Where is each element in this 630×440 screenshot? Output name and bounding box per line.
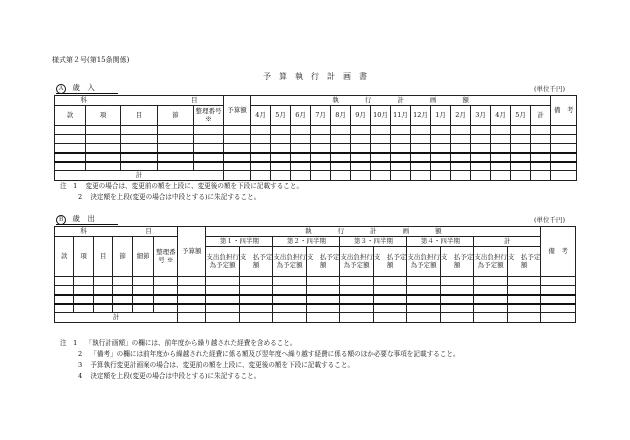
month-header: 11月 (391, 106, 411, 126)
sub-header-shiharai: 支 払予定額 (440, 247, 474, 277)
expense-unit: (単位千円) (534, 216, 566, 224)
sub-header-shishutsu: 支出負担行為予定額 (407, 247, 441, 277)
revenue-note-1 (60, 182, 303, 190)
revenue-kan-header: 款 (55, 106, 86, 126)
table-row (55, 286, 576, 295)
page-title: 予 算 執 行 計 画 書 (263, 72, 367, 81)
note-number: 4 (78, 372, 83, 380)
revenue-kamoku-header: 科 目 (55, 96, 224, 106)
month-header: 6月 (291, 106, 311, 126)
expense-total-row (55, 313, 576, 323)
revenue-yosan-header: 予算額 (224, 96, 251, 126)
note-text: 変更の場合は、変更前の額を上段に、変更後の額を下段に記載すること。 (85, 182, 304, 190)
note-text: 「執行計画額」の欄には、前年度から繰り越された経費を含めること。 (85, 339, 297, 347)
sub-header-shishutsu: 支出負担行為予定額 (474, 247, 508, 277)
revenue-table (54, 95, 577, 181)
expense-note-1 (60, 339, 297, 347)
expense-note-4 (78, 372, 260, 380)
revenue-total-row (55, 171, 577, 181)
sub-header-shiharai: 支 払予定額 (507, 247, 541, 277)
month-header: 1月 (431, 106, 451, 126)
month-header: 7月 (311, 106, 331, 126)
sub-header-shiharai: 支 払予定額 (239, 247, 273, 277)
quarter-header: 第３・四半期 (340, 237, 407, 247)
month-header: 5月 (271, 106, 291, 126)
table-row (55, 135, 577, 144)
table-row (55, 295, 576, 304)
expense-moku-header: 目 (93, 237, 112, 277)
revenue-label: 歳 入 (72, 83, 95, 92)
expense-label: 歳 出 (72, 214, 95, 223)
revenue-seiri-header: 整理番号 ※ (194, 106, 224, 126)
revenue-note-2 (78, 193, 260, 201)
note-number: 注 1 (60, 339, 78, 347)
month-header: 9月 (351, 106, 371, 126)
note-number: 2 (78, 350, 83, 358)
month-header: 3月 (471, 106, 491, 126)
revenue-setsu-header: 節 (158, 106, 194, 126)
quarter-header: 計 (474, 237, 541, 247)
table-row (55, 126, 577, 135)
table-row (55, 277, 576, 286)
expense-table (54, 226, 576, 323)
expense-marker: Ｂ (57, 216, 64, 223)
month-header: 2月 (451, 106, 471, 126)
quarter-header: 第４・四半期 (407, 237, 474, 247)
expense-yosan-header: 予算額 (178, 227, 206, 277)
table-row (55, 144, 577, 153)
revenue-kou-header: 項 (86, 106, 121, 126)
note-number: 2 (78, 193, 83, 201)
revenue-marker: Ａ (57, 85, 64, 92)
expense-kou-header: 項 (74, 237, 93, 277)
sub-header-shishutsu: 支出負担行為予定額 (340, 247, 374, 277)
table-row (55, 153, 577, 162)
sub-header-shiharai: 支 払予定額 (373, 247, 407, 277)
expense-setsu-header: 節 (113, 237, 132, 277)
note-text: 決定額を上段(変更の場合は中段とする)に朱記すること。 (90, 372, 261, 380)
month-header: 5月 (511, 106, 531, 126)
form-label: 様式第２号(第15条関係) (52, 56, 130, 64)
expense-kan-header: 款 (55, 237, 74, 277)
note-text: 決定額を上段(変更の場合は中段とする)に朱記すること。 (90, 193, 261, 201)
month-header: 8月 (331, 106, 351, 126)
quarter-header: 第１・四半期 (206, 237, 273, 247)
quarter-header: 第２・四半期 (273, 237, 340, 247)
note-text: 予算執行変更計画案の場合は、変更前の額を上段に、変更後の額を下段に記載すること。 (90, 361, 355, 369)
revenue-heading-underline (56, 93, 118, 94)
month-header: 計 (531, 106, 551, 126)
revenue-total-label: 計 (55, 171, 224, 181)
expense-plan-header: 執 行 計 画 額 (206, 227, 541, 237)
revenue-unit: (単位千円) (534, 85, 566, 93)
expense-heading-underline (56, 224, 118, 225)
sub-header-shiharai: 支 払予定額 (306, 247, 340, 277)
note-number: 注 1 (60, 182, 78, 190)
month-header: 12月 (411, 106, 431, 126)
table-row (55, 304, 576, 313)
note-number: 3 (78, 361, 83, 369)
expense-saisetsu-header: 細節 (132, 237, 154, 277)
sub-header-shishutsu: 支出負担行為予定額 (273, 247, 307, 277)
month-header: 10月 (371, 106, 391, 126)
table-row (55, 162, 577, 171)
month-header: 4月 (251, 106, 271, 126)
revenue-biko-header: 備 考 (551, 96, 577, 126)
expense-total-label: 計 (55, 313, 178, 323)
expense-biko-header: 備 考 (541, 227, 576, 277)
expense-note-3 (78, 361, 354, 369)
month-header: 4月 (491, 106, 511, 126)
expense-seiri-header: 整理番号 ※ (154, 237, 178, 277)
expense-note-2 (78, 350, 460, 358)
revenue-moku-header: 目 (121, 106, 158, 126)
note-text: 「備考」の欄には前年度から繰越された経費に係る額及び翌年度へ繰り越す経費に係る額のほか必要な事項を記載すること。 (90, 350, 460, 358)
sub-header-shishutsu: 支出負担行為予定額 (206, 247, 240, 277)
revenue-plan-header: 執 行 計 画 額 (251, 96, 551, 106)
expense-kamoku-header: 科 目 (55, 227, 178, 237)
